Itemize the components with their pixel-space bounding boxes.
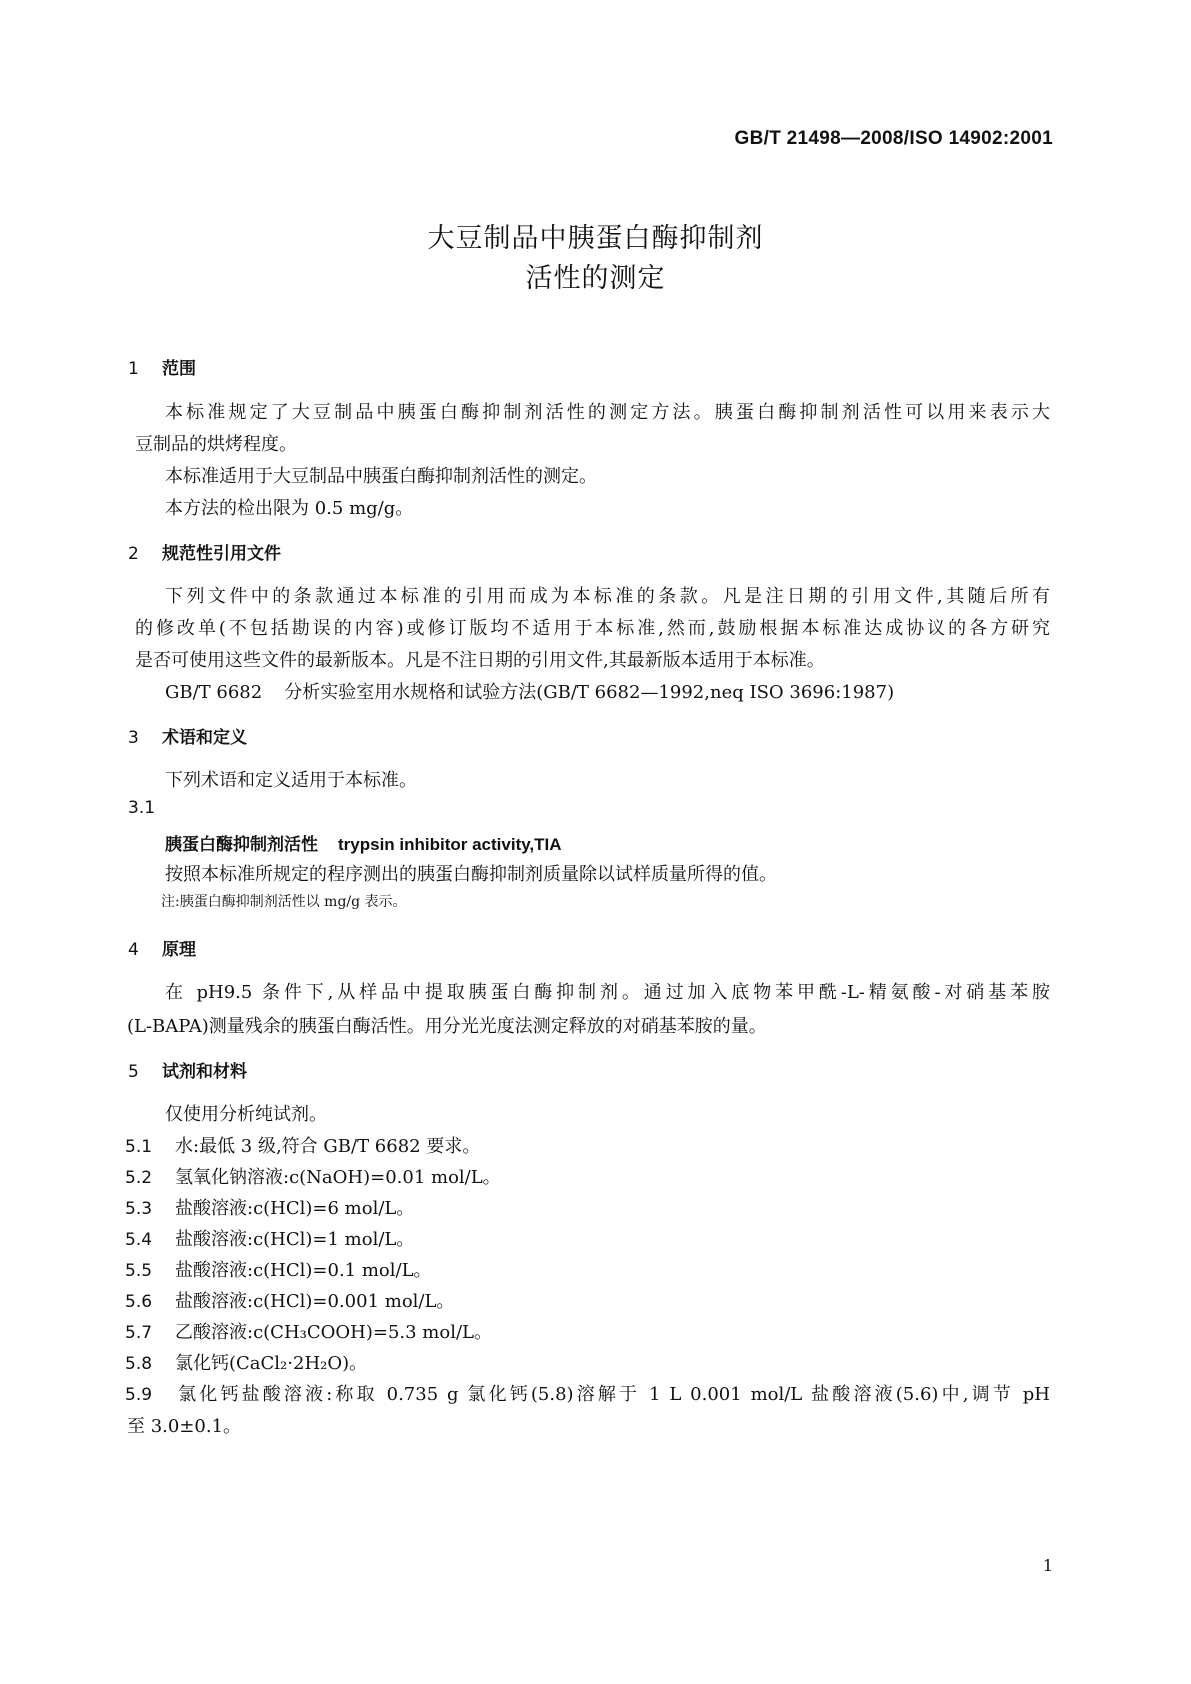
section-2-line1: 下列文件中的条款通过本标准的引用而成为本标准的条款。凡是注日期的引用文件,其随后所有: [165, 586, 1050, 607]
normative-reference: GB/T 6682 分析实验室用水规格和试验方法(GB/T 6682—1992,neq ISO 3696:1987): [165, 682, 895, 703]
term-note: 注:胰蛋白酶抑制剂活性以 mg/g 表示。: [161, 894, 407, 910]
section-4-heading: 4 原理: [128, 940, 196, 960]
list-item-continuation: 至 3.0±0.1。: [127, 1416, 242, 1437]
list-item: 5.8 氯化钙(CaCl₂·2H₂O)。: [125, 1353, 368, 1374]
page-number: 1: [1042, 1556, 1053, 1575]
section-1-para1-line1: 本标准规定了大豆制品中胰蛋白酶抑制剂活性的测定方法。胰蛋白酶抑制剂活性可以用来表示大: [165, 402, 1050, 423]
section-4-line2: (L-BAPA)测量残余的胰蛋白酶活性。用分光光度法测定释放的对硝基苯胺的量。: [127, 1016, 767, 1037]
section-1-para1-line2: 豆制品的烘烤程度。: [135, 434, 297, 455]
section-1-heading: 1 范围: [128, 359, 196, 379]
term-definition: 按照本标准所规定的程序测出的胰蛋白酶抑制剂质量除以试样质量所得的值。: [165, 864, 777, 885]
section-2-line2: 的修改单(不包括勘误的内容)或修订版均不适用于本标准,然而,鼓励根据本标准达成协议的各方研究: [135, 618, 1050, 639]
subsection-3-1-number: 3.1: [128, 798, 156, 818]
section-4-line1: 在 pH9.5 条件下,从样品中提取胰蛋白酶抑制剂。通过加入底物苯甲酰-L-精氨酸-对硝基苯胺: [165, 982, 1050, 1003]
standard-number: GB/T 21498—2008/ISO 14902:2001: [734, 128, 1053, 149]
list-item: 5.2 氢氧化钠溶液:c(NaOH)=0.01 mol/L。: [125, 1167, 501, 1188]
document-title-line2: 活性的测定: [525, 263, 666, 294]
list-item: 5.3 盐酸溶液:c(HCl)=6 mol/L。: [125, 1198, 415, 1219]
section-3-para1: 下列术语和定义适用于本标准。: [165, 770, 417, 791]
section-2-heading: 2 规范性引用文件: [128, 544, 281, 564]
list-item: 5.6 盐酸溶液:c(HCl)=0.001 mol/L。: [125, 1291, 455, 1312]
section-5-heading: 5 试剂和材料: [128, 1062, 247, 1082]
section-1-para2: 本标准适用于大豆制品中胰蛋白酶抑制剂活性的测定。: [165, 466, 597, 487]
section-3-heading: 3 术语和定义: [128, 728, 247, 748]
list-item: 5.7 乙酸溶液:c(CH₃COOH)=5.3 mol/L。: [125, 1322, 492, 1343]
section-2-line3: 是否可使用这些文件的最新版本。凡是不注日期的引用文件,其最新版本适用于本标准。: [135, 650, 825, 671]
list-item: 5.9 氯化钙盐酸溶液:称取 0.735 g 氯化钙(5.8)溶解于 1 L 0.001 mol/L 盐酸溶液(5.6)中,调节 pH: [125, 1384, 1050, 1405]
term-entry: 胰蛋白酶抑制剂活性 trypsin inhibitor activity,TIA: [165, 835, 562, 855]
list-item: 5.4 盐酸溶液:c(HCl)=1 mol/L。: [125, 1229, 415, 1250]
section-1-para3: 本方法的检出限为 0.5 mg/g。: [165, 498, 414, 519]
list-item: 5.5 盐酸溶液:c(HCl)=0.1 mol/L。: [125, 1260, 432, 1281]
list-item: 5.1 水:最低 3 级,符合 GB/T 6682 要求。: [125, 1136, 481, 1157]
section-5-intro: 仅使用分析纯试剂。: [165, 1104, 327, 1125]
document-title-line1: 大豆制品中胰蛋白酶抑制剂: [427, 223, 764, 254]
